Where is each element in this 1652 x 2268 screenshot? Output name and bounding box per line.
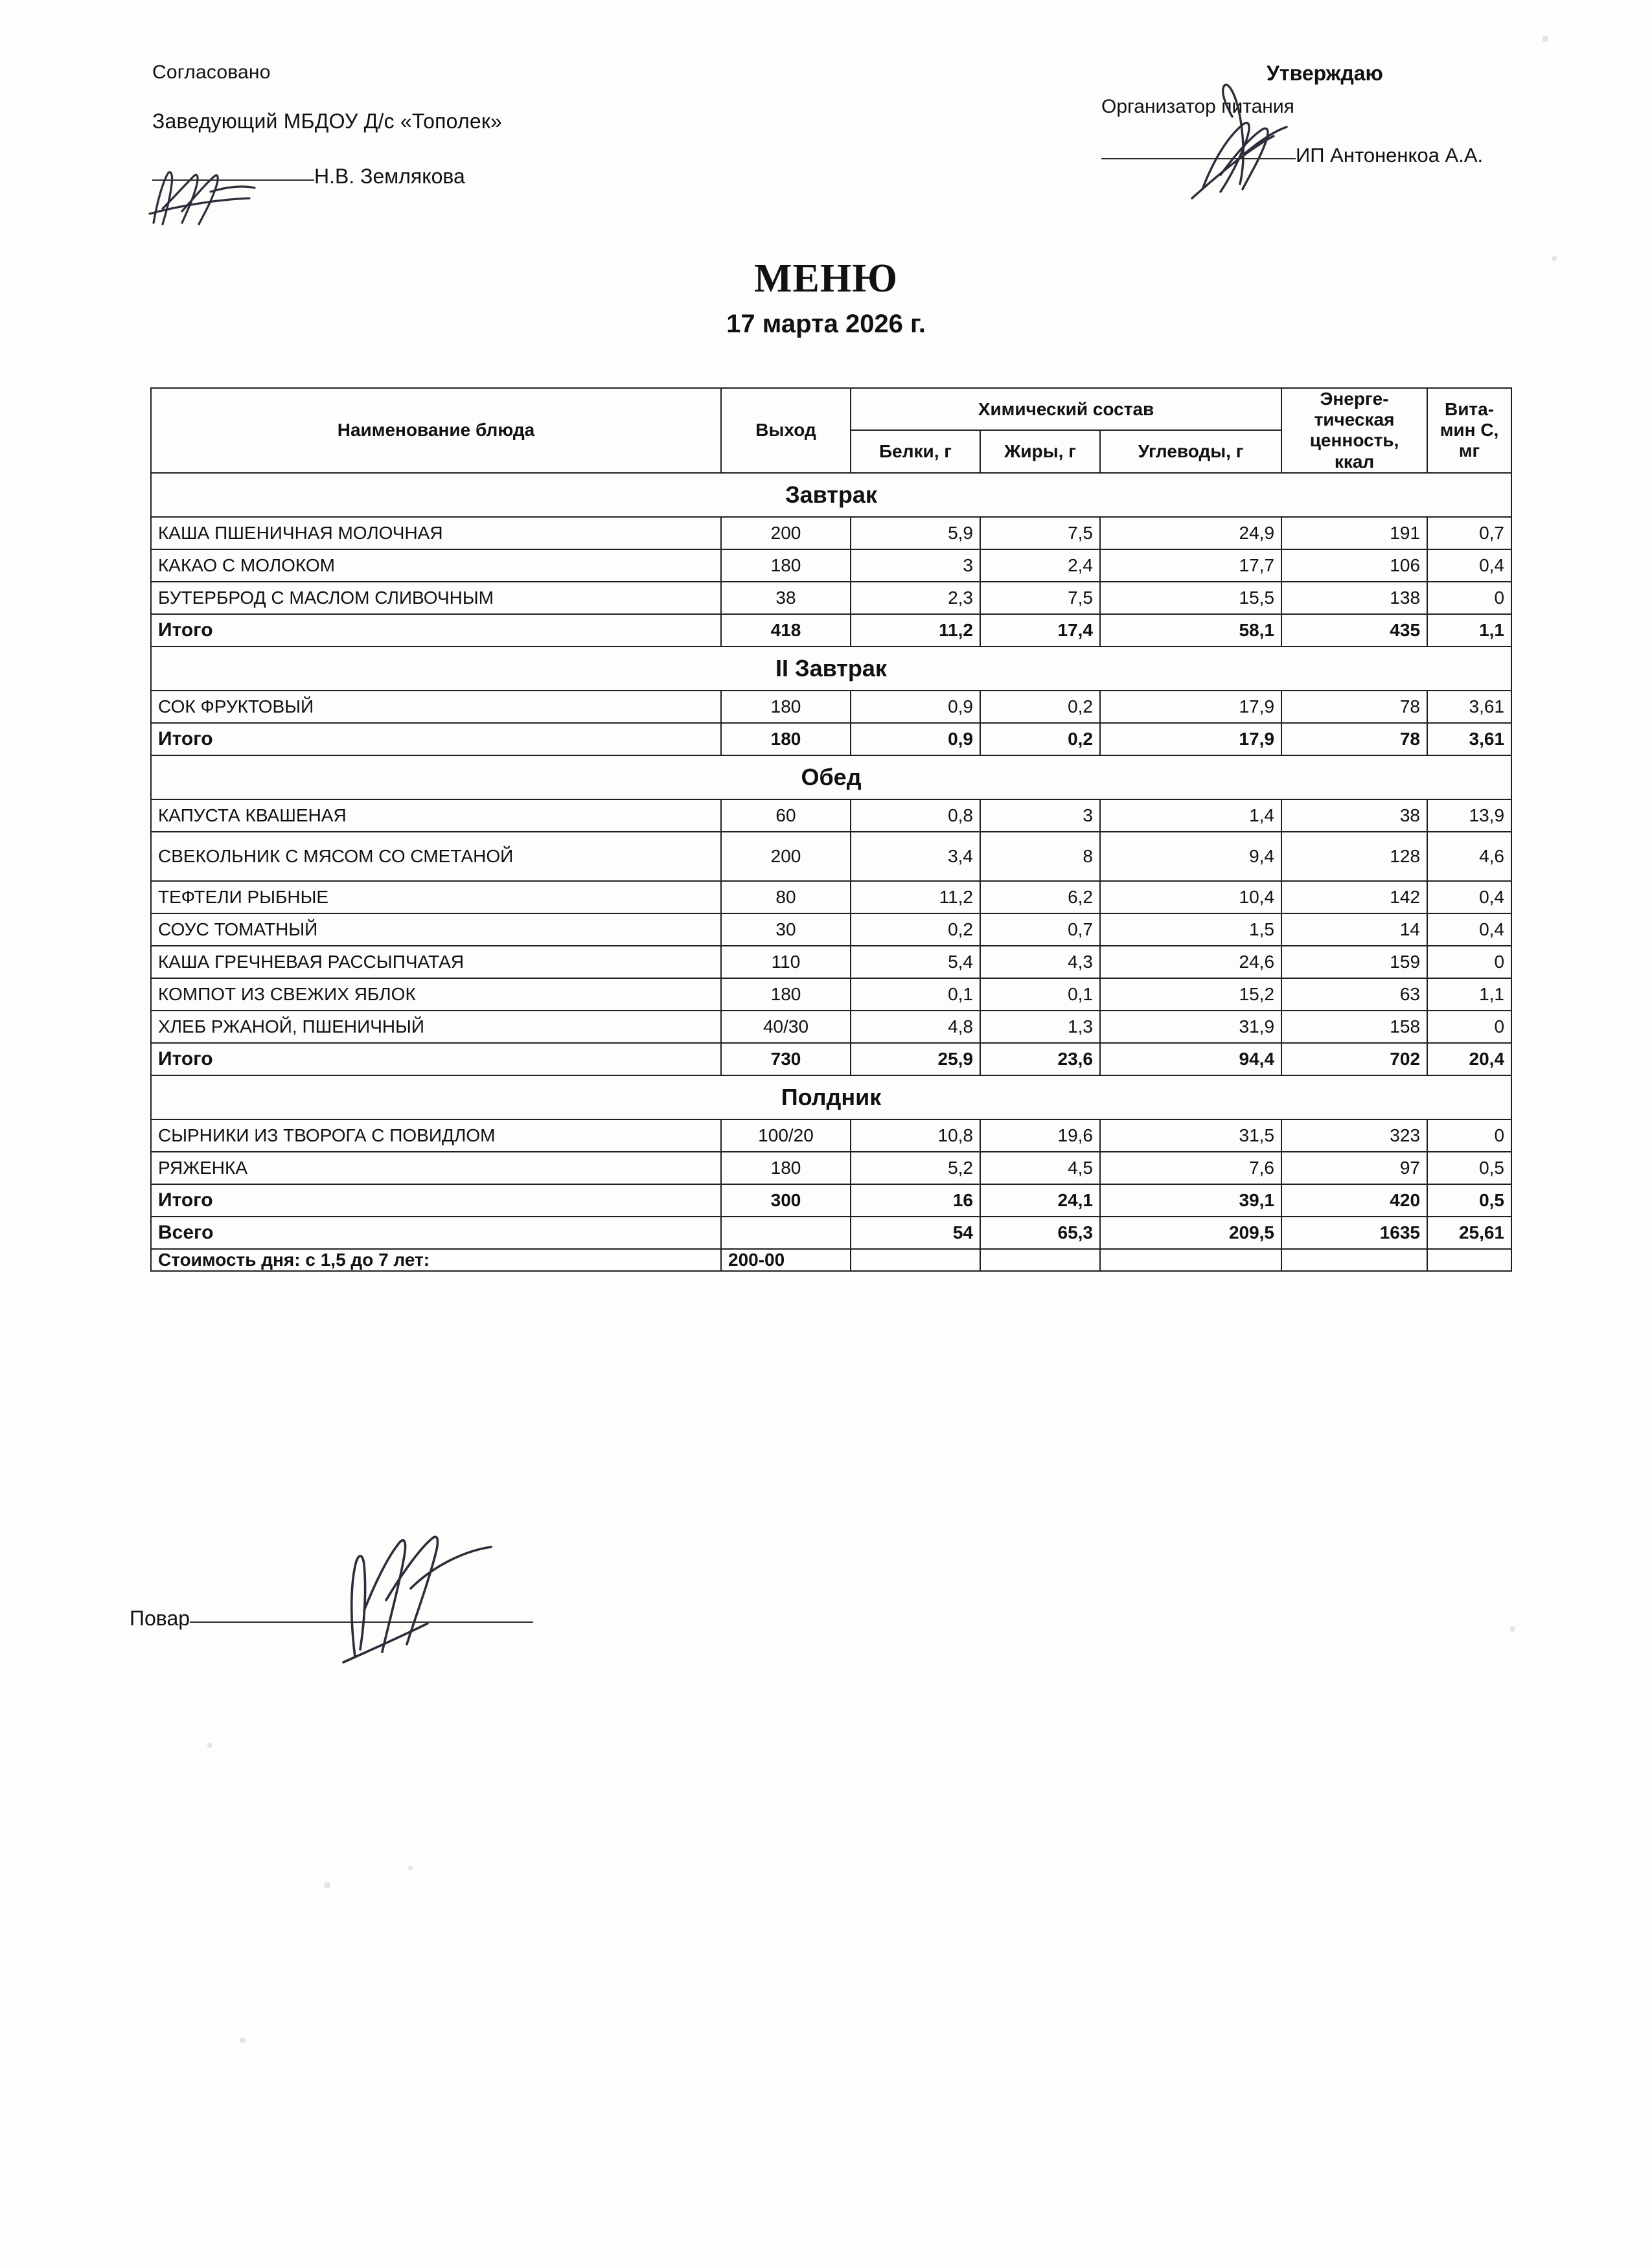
scan-speck [324,1882,330,1888]
dish-kcal: 63 [1281,978,1427,1011]
dish-output: 180 [721,978,851,1011]
total-fat: 24,1 [980,1184,1100,1217]
table-row [151,799,1511,832]
dish-vitc: 3,61 [1427,691,1511,723]
total-vitc: 0,5 [1427,1184,1511,1217]
table-row [151,691,1511,723]
total-vitc: 3,61 [1427,723,1511,755]
dish-kcal: 14 [1281,913,1427,946]
dish-name: СОК ФРУКТОВЫЙ [151,691,721,723]
col-header-chemical: Химический состав [851,388,1281,430]
dish-protein: 5,9 [851,517,980,549]
dish-fat: 4,5 [980,1152,1100,1184]
meal-section-header [151,473,1511,517]
dish-kcal: 191 [1281,517,1427,549]
dish-name: СОУС ТОМАТНЫЙ [151,913,721,946]
table-head [151,388,1511,473]
cook-signature-block [130,1607,533,1631]
total-protein: 25,9 [851,1043,980,1075]
dish-name: СЫРНИКИ ИЗ ТВОРОГА С ПОВИДЛОМ [151,1119,721,1152]
dish-output: 180 [721,1152,851,1184]
total-carbs: 39,1 [1100,1184,1281,1217]
meal-section-header [151,755,1511,799]
table-row [151,1011,1511,1043]
director-title: Заведующий МБДОУ Д/с «Тополек» [152,109,503,133]
dish-vitc: 0 [1427,946,1511,978]
dish-fat: 8 [980,832,1100,881]
dish-vitc: 1,1 [1427,978,1511,1011]
dish-carbs: 9,4 [1100,832,1281,881]
director-name: Н.В. Землякова [314,165,465,188]
grand-total-output [721,1217,851,1249]
dish-output: 38 [721,582,851,614]
total-vitc: 1,1 [1427,614,1511,647]
dish-carbs: 10,4 [1100,881,1281,913]
cost-value: 200-00 [721,1249,851,1271]
table-row [151,1119,1511,1152]
total-label: Итого [151,723,721,755]
total-vitc: 20,4 [1427,1043,1511,1075]
table-row-cost [151,1249,1511,1271]
total-fat: 17,4 [980,614,1100,647]
scan-speck [240,2037,246,2043]
dish-vitc: 0,5 [1427,1152,1511,1184]
dish-carbs: 24,9 [1100,517,1281,549]
dish-vitc: 0,4 [1427,549,1511,582]
dish-protein: 3 [851,549,980,582]
dish-fat: 0,1 [980,978,1100,1011]
dish-name: ХЛЕБ РЖАНОЙ, ПШЕНИЧНЫЙ [151,1011,721,1043]
dish-kcal: 97 [1281,1152,1427,1184]
dish-protein: 0,8 [851,799,980,832]
signature-rule [152,179,314,181]
director-signature-line [152,165,865,189]
table-row [151,978,1511,1011]
dish-fat: 3 [980,799,1100,832]
dish-vitc: 0 [1427,1119,1511,1152]
dish-vitc: 0,7 [1427,517,1511,549]
dish-fat: 7,5 [980,582,1100,614]
dish-name: РЯЖЕНКА [151,1152,721,1184]
signature-header [0,62,1652,249]
empty-cell [1281,1249,1427,1271]
dish-output: 200 [721,517,851,549]
grand-total-vitc: 25,61 [1427,1217,1511,1249]
dish-kcal: 158 [1281,1011,1427,1043]
dish-vitc: 0,4 [1427,881,1511,913]
dish-carbs: 15,5 [1100,582,1281,614]
dish-protein: 5,2 [851,1152,980,1184]
total-output: 300 [721,1184,851,1217]
dish-vitc: 4,6 [1427,832,1511,881]
meal-title-second-breakfast: II Завтрак [151,647,1511,691]
dish-kcal: 78 [1281,691,1427,723]
page-title: МЕНЮ [754,257,898,301]
menu-table-container [150,387,1511,1272]
dish-protein: 0,2 [851,913,980,946]
empty-cell [851,1249,980,1271]
signature-rule [190,1621,533,1623]
meal-title-lunch: Обед [151,755,1511,799]
dish-protein: 3,4 [851,832,980,881]
total-carbs: 17,9 [1100,723,1281,755]
dish-carbs: 17,7 [1100,549,1281,582]
dish-kcal: 38 [1281,799,1427,832]
dish-name: СВЕКОЛЬНИК С МЯСОМ СО СМЕТАНОЙ [151,832,721,881]
dish-name: КАПУСТА КВАШЕНАЯ [151,799,721,832]
col-header-vitamin-c: Вита-мин С, мг [1427,388,1511,473]
total-protein: 0,9 [851,723,980,755]
dish-output: 40/30 [721,1011,851,1043]
col-header-energy: Энерге-тическая ценность, ккал [1281,388,1427,473]
cost-label: Стоимость дня: с 1,5 до 7 лет: [151,1249,721,1271]
total-kcal: 702 [1281,1043,1427,1075]
menu-date: 17 марта 2026 г. [726,310,926,338]
total-kcal: 78 [1281,723,1427,755]
col-header-fat: Жиры, г [980,430,1100,472]
dish-protein: 4,8 [851,1011,980,1043]
table-row-total [151,723,1511,755]
dish-protein: 10,8 [851,1119,980,1152]
dish-output: 180 [721,549,851,582]
total-kcal: 420 [1281,1184,1427,1217]
meal-title-afternoon-snack: Полдник [151,1075,1511,1119]
table-row [151,946,1511,978]
dish-fat: 2,4 [980,549,1100,582]
total-output: 180 [721,723,851,755]
grand-total-protein: 54 [851,1217,980,1249]
total-carbs: 58,1 [1100,614,1281,647]
utverzhdayu-label: Утверждаю [1267,62,1383,85]
dish-output: 30 [721,913,851,946]
dish-carbs: 15,2 [1100,978,1281,1011]
signature-rule [1101,158,1296,159]
dish-kcal: 142 [1281,881,1427,913]
meal-section-header [151,647,1511,691]
dish-protein: 5,4 [851,946,980,978]
dish-name: КАКАО С МОЛОКОМ [151,549,721,582]
total-label: Итого [151,1184,721,1217]
soglasovano-label: Согласовано [152,62,271,83]
table-row [151,582,1511,614]
dish-carbs: 24,6 [1100,946,1281,978]
dish-fat: 1,3 [980,1011,1100,1043]
table-row [151,549,1511,582]
dish-vitc: 0,4 [1427,913,1511,946]
dish-fat: 6,2 [980,881,1100,913]
dish-output: 100/20 [721,1119,851,1152]
ip-signature-line [1101,144,1620,167]
empty-cell [980,1249,1100,1271]
table-row [151,1152,1511,1184]
dish-vitc: 0 [1427,1011,1511,1043]
dish-name: КОМПОТ ИЗ СВЕЖИХ ЯБЛОК [151,978,721,1011]
table-row [151,913,1511,946]
total-label: Итого [151,614,721,647]
dish-fat: 19,6 [980,1119,1100,1152]
dish-fat: 0,7 [980,913,1100,946]
dish-protein: 2,3 [851,582,980,614]
meal-title-breakfast: Завтрак [151,473,1511,517]
dish-kcal: 159 [1281,946,1427,978]
col-header-carbs: Углеводы, г [1100,430,1281,472]
dish-output: 110 [721,946,851,978]
table-body [151,473,1511,1271]
table-row-total [151,1043,1511,1075]
dish-protein: 0,9 [851,691,980,723]
empty-cell [1100,1249,1281,1271]
dish-fat: 0,2 [980,691,1100,723]
dish-name: ТЕФТЕЛИ РЫБНЫЕ [151,881,721,913]
total-protein: 16 [851,1184,980,1217]
header-row-1 [151,388,1511,430]
total-protein: 11,2 [851,614,980,647]
table-row-total [151,614,1511,647]
grand-total-kcal: 1635 [1281,1217,1427,1249]
dish-output: 80 [721,881,851,913]
food-organizer-label: Организатор питания [1101,96,1294,117]
dish-carbs: 31,9 [1100,1011,1281,1043]
col-header-dish-name: Наименование блюда [151,388,721,473]
dish-output: 180 [721,691,851,723]
approval-left-block [152,62,865,189]
dish-carbs: 17,9 [1100,691,1281,723]
total-fat: 0,2 [980,723,1100,755]
meal-section-header [151,1075,1511,1119]
grand-total-fat: 65,3 [980,1217,1100,1249]
scan-speck [408,1866,413,1870]
table-row [151,881,1511,913]
menu-table [150,387,1512,1272]
dish-name: БУТЕРБРОД С МАСЛОМ СЛИВОЧНЫМ [151,582,721,614]
dish-kcal: 128 [1281,832,1427,881]
table-row [151,517,1511,549]
total-output: 418 [721,614,851,647]
dish-output: 200 [721,832,851,881]
dish-fat: 4,3 [980,946,1100,978]
dish-vitc: 13,9 [1427,799,1511,832]
title-block [0,256,1652,339]
empty-cell [1427,1249,1511,1271]
dish-protein: 11,2 [851,881,980,913]
dish-vitc: 0 [1427,582,1511,614]
dish-name: КАША ГРЕЧНЕВАЯ РАССЫПЧАТАЯ [151,946,721,978]
dish-carbs: 7,6 [1100,1152,1281,1184]
ip-name: ИП Антоненкоа А.А. [1296,144,1484,166]
dish-output: 60 [721,799,851,832]
total-output: 730 [721,1043,851,1075]
scan-speck [1542,36,1548,42]
scan-speck [1509,1626,1515,1632]
dish-kcal: 106 [1281,549,1427,582]
total-kcal: 435 [1281,614,1427,647]
total-label: Итого [151,1043,721,1075]
table-row-total [151,1184,1511,1217]
grand-total-carbs: 209,5 [1100,1217,1281,1249]
dish-protein: 0,1 [851,978,980,1011]
dish-carbs: 1,5 [1100,913,1281,946]
total-carbs: 94,4 [1100,1043,1281,1075]
dish-fat: 7,5 [980,517,1100,549]
approval-right-block [1101,62,1620,167]
scan-speck [207,1743,212,1748]
dish-carbs: 1,4 [1100,799,1281,832]
dish-kcal: 138 [1281,582,1427,614]
col-header-output: Выход [721,388,851,473]
cook-label: Повар [130,1607,190,1630]
table-row [151,832,1511,881]
grand-total-label: Всего [151,1217,721,1249]
table-row-grand-total [151,1217,1511,1249]
total-fat: 23,6 [980,1043,1100,1075]
col-header-protein: Белки, г [851,430,980,472]
dish-carbs: 31,5 [1100,1119,1281,1152]
dish-kcal: 323 [1281,1119,1427,1152]
dish-name: КАША ПШЕНИЧНАЯ МОЛОЧНАЯ [151,517,721,549]
handwritten-signature-cook [324,1529,538,1665]
